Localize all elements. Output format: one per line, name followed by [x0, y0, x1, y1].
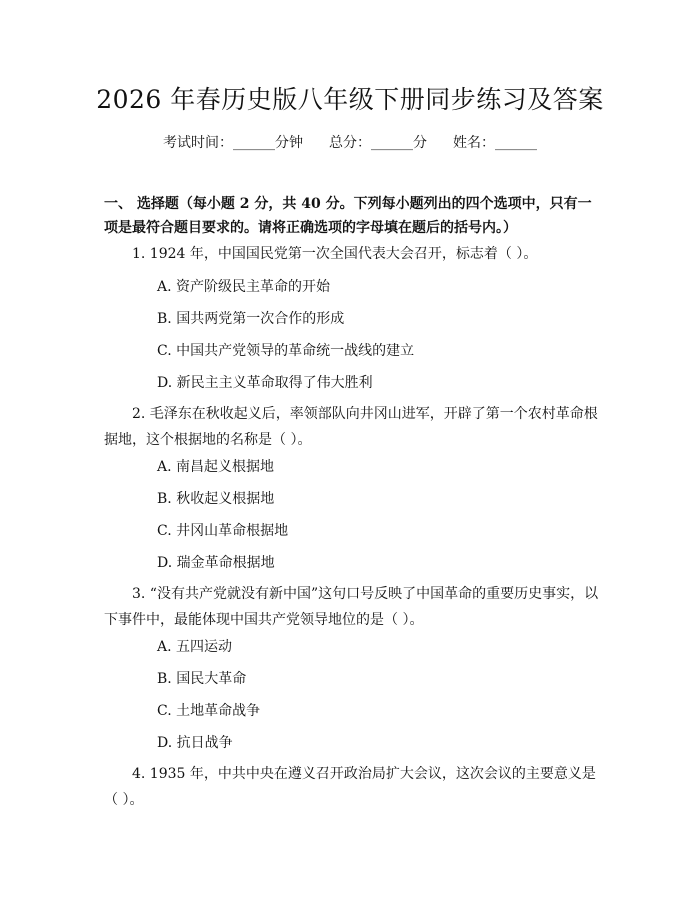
question-2: 2. 毛泽东在秋收起义后，率领部队向井冈山进军，开辟了第一个农村革命根据地，这个根据地的名称是（ ）。 — [104, 406, 598, 448]
question-1-option-a: A. 资产阶级民主革命的开始 — [157, 279, 331, 295]
question-2-option-d: D. 瑞金革命根据地 — [157, 555, 275, 571]
total-score-field: 总分：______分 — [329, 135, 427, 151]
page-title: 2026 年春历史版八年级下册同步练习及答案 — [96, 85, 604, 114]
question-1-option-d: D. 新民主主义革命取得了伟大胜利 — [157, 375, 373, 391]
question-2-option-b: B. 秋收起义根据地 — [157, 491, 275, 507]
question-1-option-c: C. 中国共产党领导的革命统一战线的建立 — [157, 343, 415, 359]
question-3-option-c: C. 土地革命战争 — [157, 703, 261, 719]
student-name-field: 姓名：______ — [453, 135, 537, 151]
question-1-option-b: B. 国共两党第一次合作的形成 — [157, 311, 345, 327]
question-3-option-a: A. 五四运动 — [157, 639, 233, 655]
question-1: 1. 1924 年，中国国民党第一次全国代表大会召开，标志着（ ）。 — [132, 246, 538, 262]
section-heading-multiple-choice: 一、 选择题（每小题 2 分，共 40 分。下列每小题列出的四个选项中，只有一项是最符合题目要求的。请将正确选项的字母填在题后的括号内。） — [104, 196, 592, 236]
question-4: 4. 1935 年，中共中央在遵义召开政治局扩大会议，这次会议的主要意义是（ ）。 — [104, 766, 596, 808]
question-2-option-a: A. 南昌起义根据地 — [157, 459, 275, 475]
exam-info-line — [0, 132, 700, 152]
question-3: 3. “没有共产党就没有新中国”这句口号反映了中国革命的重要历史事实，以下事件中，最能体现中国共产党领导地位的是（ ）。 — [104, 586, 599, 628]
question-2-option-c: C. 井冈山革命根据地 — [157, 523, 289, 539]
question-3-option-d: D. 抗日战争 — [157, 735, 233, 751]
question-3-option-b: B. 国民大革命 — [157, 671, 247, 687]
exam-time-field: 考试时间：______分钟 — [163, 135, 303, 151]
